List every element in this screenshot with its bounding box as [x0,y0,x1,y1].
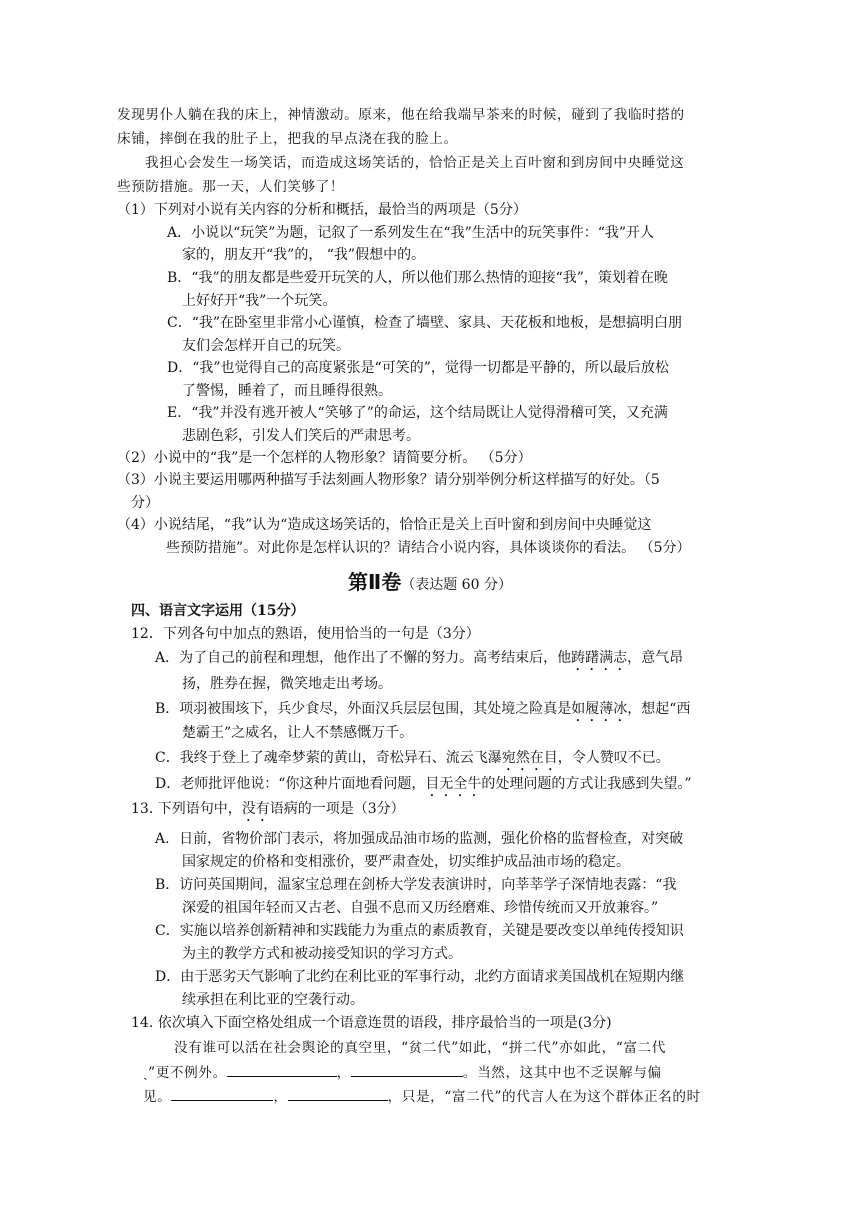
q12-b-text: B．项羽被围垓下，兵少食尽，外面汉兵层层包围，其处境之险真是 [155,701,572,717]
q12-d-text: D．老师批评他说：“你这种片面地看问题， [155,776,426,792]
q1-option-a-line2: 家的，朋友开“我”的， “我”假想中的。 [182,247,426,263]
question-1-stem: （1）下列对小说有关内容的分析和概括，最恰当的两项是（5分） [117,202,527,218]
q13-option-c-line1: C．实施以培养创新精神和实践能力为重点的素质教育，关键是要改变以单纯传授知识 [155,923,684,939]
story-line-2: 床铺，摔倒在我的肚子上，把我的早点浇在我的脸上。 [117,131,458,147]
q1-option-d-line2: 了警惕，睡着了，而且睡得很熟。 [182,383,392,399]
q13-option-b-line1: B．访问英国期间，温家宝总理在剑桥大学发表演讲时，向莘莘学子深情地表露：“我 [155,877,677,893]
q1-option-b-line2: 上好好开“我”一个玩笑。 [182,293,337,309]
question-13-stem [131,798,405,825]
q13-option-b-line2: 深爱的祖国年轻而又古老、自强不息而又历经磨难、珍惜传统而又开放兼容。” [182,900,659,916]
q12-option-d [155,773,692,800]
q14-passage-line3 [143,1085,701,1108]
question-14-stem: 14. 依次填入下面空格处组成一个语意连贯的语段，排序最恰当的一项是(3分) [131,1015,612,1031]
q12-b-dotted-idiom: 如履薄冰 [571,701,628,717]
q12-c-dotted-idiom: 宛然在目 [501,750,558,766]
story-line-1: 发现男仆人躺在我的床上，神情激动。原来，他在给我端早茶来的时候，碰到了我临时搭的 [117,107,685,123]
q12-option-b-line2: 楚霸王”之威名，让人不禁感慨万千。 [182,725,414,741]
q14-blank-2 [351,1061,463,1077]
q14-text-a: ”更不例外。 [148,1065,227,1081]
question-2: （2）小说中的“我”是一个怎样的人物形象？请简要分析。 （5分） [117,450,532,466]
q1-option-c-line2: 友们会怎样开自己的玩笑。 [182,338,350,354]
q12-a-text-end: ，意气昂 [627,650,684,666]
q14-blank-1 [227,1061,337,1077]
question-12-stem: 12．下列各句中加点的熟语，使用恰当的一句是（3分） [131,626,480,642]
q13-option-a-line1: A．日前，省物价部门表示，将加强成品油市场的监测，强化价格的监督检查，对突破 [155,831,684,847]
section-2-heading: 第Ⅱ卷 [348,570,402,594]
q13-option-d-line2: 续承担在利比亚的空袭行动。 [182,992,364,1008]
q12-option-b-line1 [155,698,690,725]
q1-option-d-line1: D．“我”也觉得自己的高度紧张是“可笑的”，觉得一切都是平静的，所以最后放松 [167,360,669,376]
q14-text-c: 见。 [143,1089,172,1105]
question-4-line2: 些预防措施”。对此你是怎样认识的？请结合小说内容，具体谈谈你的看法。 （5分） [166,540,691,556]
q12-option-c [155,747,670,774]
question-3-line2: 分） [131,495,159,511]
q12-c-text-end: ，令人赞叹不已。 [557,750,670,766]
story-line-3: 我担心会发生一场笑话，而造成这场笑话的，恰恰正是关上百叶窗和到房间中央睡觉这 [145,155,685,171]
q1-option-e-line1: E．“我”并没有逃开被人“笑够了”的命运，这个结局既让人觉得滑稽可笑，又充满 [167,405,668,421]
story-line-4: 些预防措施。那一天，人们笑够了！ [117,179,345,195]
part-4-heading: 四、语言文字运用（15分） [131,603,305,619]
section-2-title [0,566,860,595]
question-3-line1: （3）小说主要运用哪两种描写手法刻画人物形象？请分别举例分析这样描写的好处。（5 [117,472,660,488]
q12-a-dotted-idiom: 踌躇满志 [571,650,628,666]
q12-option-a-line1 [155,647,683,674]
q12-d-text-end: 的处理问题的方式让我感到失望。” [481,776,692,792]
q12-d-dotted-idiom: 目无全牛 [425,776,482,792]
q1-option-b-line1: B．“我”的朋友都是些爱开玩笑的人，所以他们那么热情的迎接“我”，策划着在晚 [167,270,668,286]
q1-option-c-line1: C．“我”在卧室里非常小心谨慎，检查了墙壁、家具、天花板和地板，是想搞明白朋 [167,315,683,331]
q12-option-a-line2: 扬，胜券在握，微笑地走出考场。 [182,676,392,692]
q13-stem-text-end: 语病的一项是（3分） [269,801,405,817]
q14-sep-1: ， [336,1065,351,1081]
question-4-line1: （4）小说结尾，“我”认为“造成这场笑话的，恰恰正是关上百叶窗和到房间中央睡觉这 [117,517,652,533]
q14-sep-2: ， [273,1089,288,1105]
q12-a-text: A．为了自己的前程和理想，他作出了不懈的努力。高考结束后，他 [155,650,572,666]
q13-dotted-word: 没有 [241,801,270,817]
q14-text-b: 。当然，这其中也不乏误解与偏 [462,1065,662,1081]
q1-option-e-line2: 悲剧色彩，引发人们笑后的严肃思考。 [182,428,420,444]
q14-passage-line1: 没有谁可以活在社会舆论的真空里，“贫二代”如此，“拼二代”亦如此，“富二代 [174,1040,666,1056]
q13-option-c-line2: 为主的教学方式和被动接受知识的学习方式。 [182,946,462,962]
q13-option-a-line2: 国家规定的价格和变相涨价，要严肃查处，切实维护成品油市场的稳定。 [182,854,630,870]
q13-stem-text: 13. 下列语句中， [131,801,242,817]
q14-text-d: ，只是，“富二代”的代言人在为这个群体正名的时 [387,1089,701,1105]
q12-c-text: C．我终于登上了魂牵梦萦的黄山，奇松异石、流云飞瀑 [155,750,502,766]
q14-blank-4 [288,1085,388,1101]
q14-mark: ˎ [143,1065,149,1081]
q12-b-text-end: ，想起“西 [627,701,691,717]
q13-option-d-line1: D．由于恶劣天气影响了北约在利比亚的军事行动，北约方面请求美国战机在短期内继 [155,969,685,985]
q1-option-a-line1: A．小说以“玩笑”为题，记叙了一系列发生在“我”生活中的玩笑事件：“我”开人 [167,225,655,241]
q14-passage-line2 [143,1061,662,1084]
section-2-subtitle: （表达题 60 分） [401,577,512,593]
q14-blank-3 [171,1085,273,1101]
